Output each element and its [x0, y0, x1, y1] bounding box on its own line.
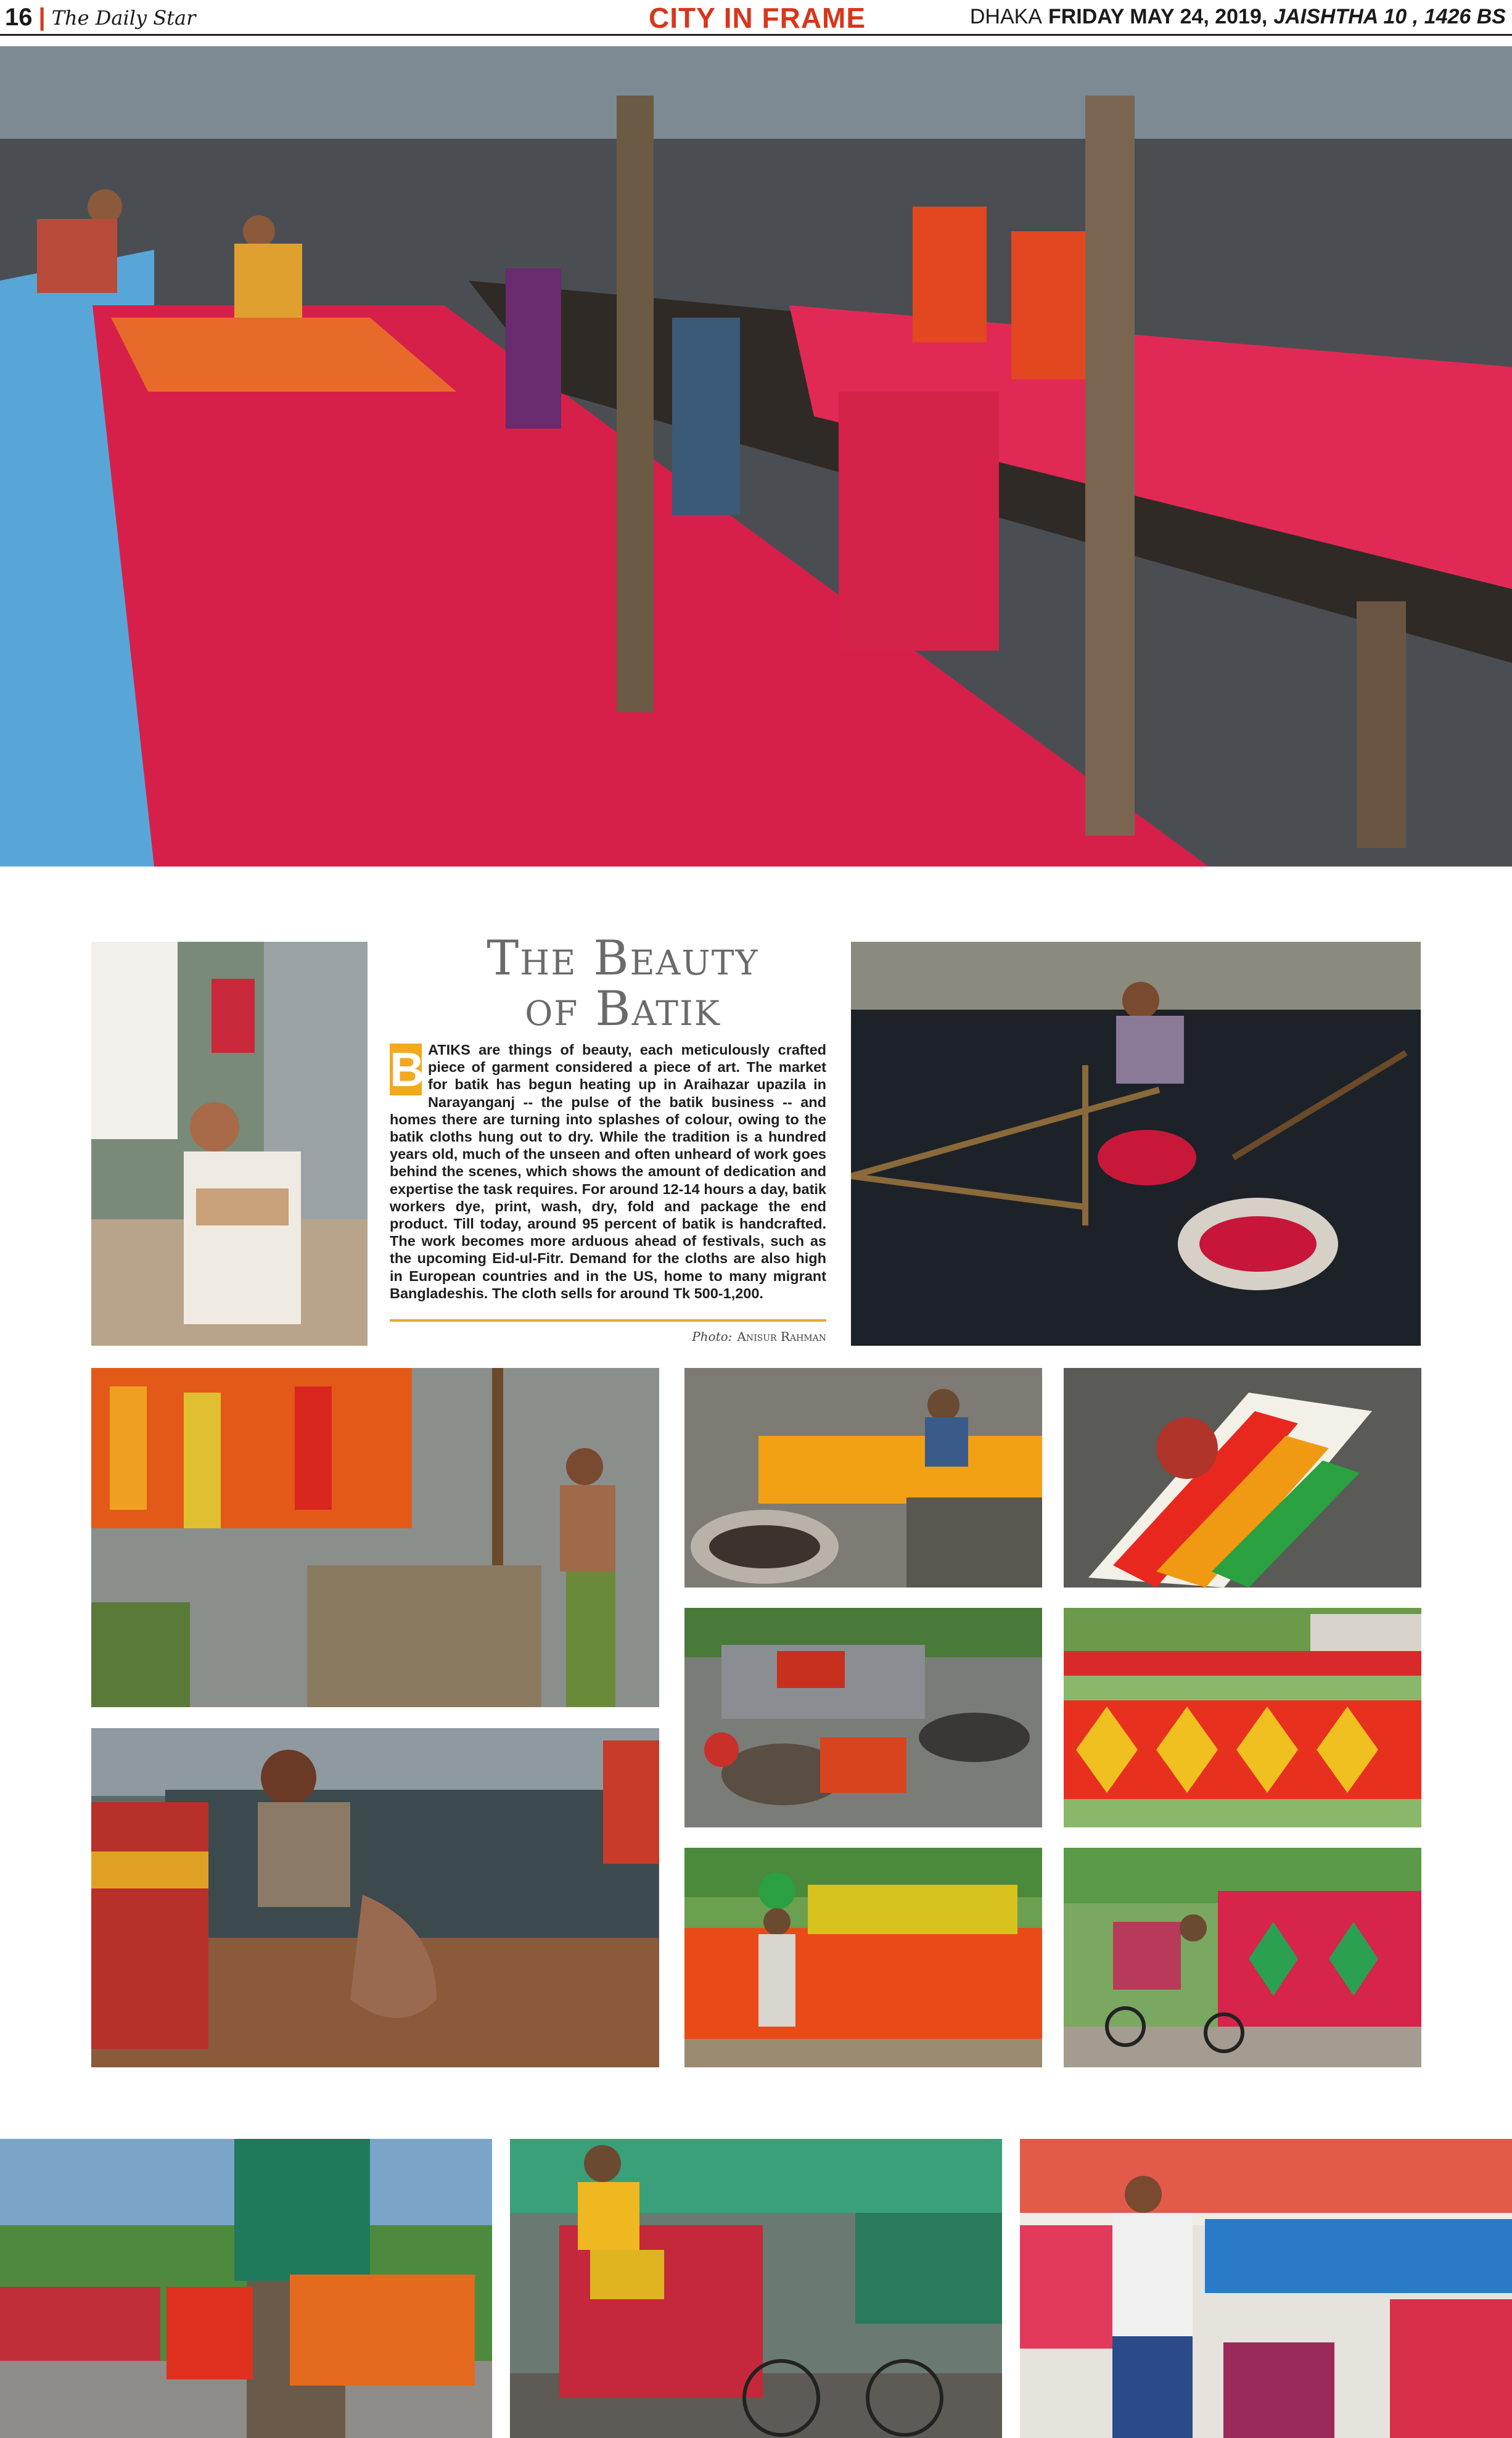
page-number: 16 [5, 4, 33, 31]
hero-photo-batik-tables [0, 46, 1512, 867]
photo-orange-dye-table [684, 1368, 1042, 1588]
photo-credit [692, 1329, 826, 1344]
photo-girl-with-cloth [91, 942, 368, 1346]
article-body [390, 1041, 826, 1302]
article-title-line1: The Beauty [487, 931, 759, 986]
dateline-city: DHAKA [969, 5, 1042, 28]
article-title-line2: of Batik [525, 981, 721, 1037]
dateline-bangla-date: JAISHTHA 10 , 1426 BS [1273, 5, 1506, 28]
photo-credit-label: Photo: [692, 1329, 733, 1344]
photo-rickshaw-van-bundles [1064, 1848, 1421, 2067]
paper-name: The Daily Star [51, 6, 196, 30]
photo-boy-washing-tank [91, 1728, 659, 2067]
page-header [0, 0, 1512, 36]
photo-carrying-bundles [684, 1848, 1042, 2067]
photo-hand-painting-batik [1064, 1368, 1421, 1588]
photo-batik-drying-field [1064, 1608, 1421, 1827]
header-left [5, 4, 195, 31]
header-separator: | [38, 4, 46, 31]
article-title [425, 931, 820, 1037]
photo-washing-dark-water [851, 942, 1421, 1346]
photo-street-carrying-bundles [0, 2139, 492, 2438]
photo-cycle-vans-loaded [510, 2139, 1002, 2438]
section-title: CITY IN FRAME [649, 2, 866, 34]
photo-vats-and-pots [684, 1608, 1042, 1827]
photo-man-stirring-vat [91, 1368, 659, 1707]
article-body-text: ATIKS are things of beauty, each meticulously crafted piece of garment considered a piece of art. The market for batik has begun heating up in Araihazar upazila in Narayanganj -- the pulse of the batik business -- and homes there are turning into splashes of colour, owing to the batik cloths hung out to dry. While the tradition is a hundred years old, much of the unseen and often unheard of work goes behind the scenes, which shows the amount of dedication and expertise the task requires. For around 12-14 hours a day, batik workers dye, print, wash, dry, fold and package the end product. Till today, around 95 percent of batik is handcrafted. The work becomes more arduous ahead of festivals, such as the upcoming Eid-ul-Fitr. Demand for the cloths are also high in European countries and in the US, home to many migrant Bangladeshis. The cloth sells for around Tk 500-1,200. [390, 1042, 826, 1301]
photo-credit-name: Anisur Rahman [737, 1329, 826, 1344]
article-divider [390, 1319, 826, 1322]
header-dateline [970, 5, 1506, 29]
photo-batik-shop [1020, 2139, 1512, 2438]
article-dropcap: B [390, 1042, 425, 1097]
dateline-date: FRIDAY MAY 24, 2019, [1048, 5, 1268, 28]
